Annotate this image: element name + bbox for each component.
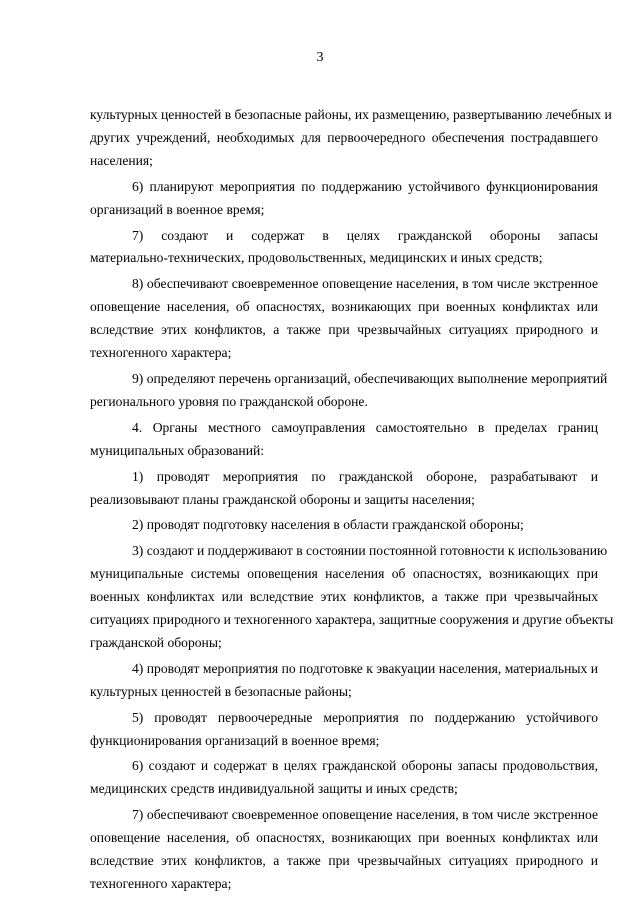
text-line: 5) проводят первоочередные мероприятия по поддержанию устойчивого [132,709,598,725]
text-line: 7) обеспечивают своевременное оповещение населения, в том числе экстренное [132,807,598,823]
text-line: 1) проводят мероприятия по гражданской обороне, разрабатывают и [132,468,598,484]
text-line: других учреждений, необходимых для первоочередного обеспечения пострадавшего [90,129,598,145]
text-line: 7) создают и содержат в целях гражданской обороны запасы [132,227,598,243]
text-line: 4) проводят мероприятия по подготовке к эвакуации населения, материальных и [132,660,598,676]
text-line: организаций в военное время; [90,201,265,217]
page-number: 3 [316,50,324,65]
text-line: оповещение населения, об опасностях, возникающих при военных конфликтах или [90,830,598,846]
text-line: муниципальных образований: [90,442,265,458]
text-line: 4. Органы местного самоуправления самостоятельно в пределах границ [132,419,598,435]
text-line: техногенного характера; [90,345,232,361]
text-line: оповещение населения, об опасностях, возникающих при военных конфликтах или [90,299,598,315]
text-line: 6) создают и содержат в целях гражданской обороны запасы продовольствия, [132,758,598,774]
document-body [90,104,614,896]
text-line: 3) создают и поддерживают в состоянии постоянной готовности к использованию [132,543,608,559]
text-line: гражданской обороны; [90,634,222,650]
text-line: регионального уровня по гражданской обороне. [90,393,368,409]
text-line: материально-технических, продовольственных, медицинских и иных средств; [90,250,543,266]
text-line: функционирования организаций в военное время; [90,732,380,748]
text-line: вследствие этих конфликтов, а также при чрезвычайных ситуациях природного и [90,853,598,869]
text-line: медицинских средств индивидуальной защиты и иных средств; [90,781,458,797]
text-line: 9) определяют перечень организаций, обеспечивающих выполнение мероприятий [132,370,608,386]
text-line: 8) обеспечивают своевременное оповещение населения, в том числе экстренное [132,276,598,292]
text-line: техногенного характера; [90,876,232,891]
text-line: населения; [90,152,153,168]
text-line: 2) проводят подготовку населения в области гражданской обороны; [132,517,524,533]
text-line: муниципальные системы оповещения населения об опасностях, возникающих при [90,566,598,582]
text-line: реализовывают планы гражданской обороны и защиты населения; [90,491,475,507]
text-line: вследствие этих конфликтов, а также при чрезвычайных ситуациях природного и [90,322,598,338]
text-line: военных конфликтах или вследствие этих конфликтов, а также при чрезвычайных [90,589,598,605]
text-line: ситуациях природного и техногенного характера, защитные сооружения и другие объекты [90,612,614,628]
text-line: культурных ценностей в безопасные районы, их размещению, развертыванию лечебных и [90,107,612,122]
text-line: 6) планируют мероприятия по поддержанию устойчивого функционирования [132,178,598,194]
text-line: культурных ценностей в безопасные районы; [90,683,352,699]
